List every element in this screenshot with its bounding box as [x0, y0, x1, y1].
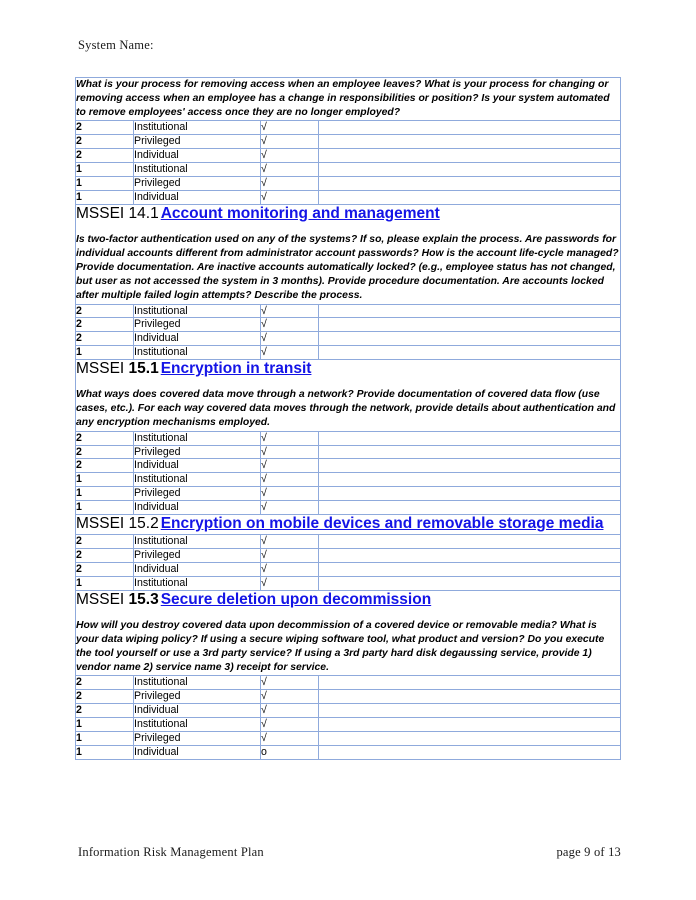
section-heading	[76, 205, 620, 224]
section-prefix: MSSEI	[76, 204, 125, 222]
cell-level: 1	[76, 346, 134, 360]
section-title-link[interactable]: Secure deletion upon decommission	[160, 590, 432, 608]
footer-page-number: page 9 of 13	[556, 845, 621, 859]
table-row	[76, 304, 621, 318]
section-heading	[76, 591, 620, 610]
section-heading-cell	[76, 515, 621, 535]
section-number: 15.1	[128, 360, 159, 378]
cell-account-type: Privileged	[134, 135, 261, 149]
cell-compliance-mark[interactable]: √	[261, 717, 319, 731]
cell-level: 2	[76, 704, 134, 718]
table-row	[76, 121, 621, 135]
cell-level: 1	[76, 745, 134, 759]
cell-account-type: Individual	[134, 562, 261, 576]
system-name-label: System Name:	[78, 38, 154, 52]
cell-level: 2	[76, 676, 134, 690]
cell-notes[interactable]	[319, 149, 621, 163]
cell-level: 2	[76, 535, 134, 549]
cell-compliance-mark[interactable]: √	[261, 562, 319, 576]
cell-level: 1	[76, 717, 134, 731]
cell-level: 2	[76, 431, 134, 445]
table-row	[76, 690, 621, 704]
question-row	[76, 78, 621, 121]
cell-level: 2	[76, 445, 134, 459]
table-row	[76, 562, 621, 576]
cell-account-type: Privileged	[134, 690, 261, 704]
section-heading-row	[76, 360, 621, 431]
cell-level: 1	[76, 191, 134, 205]
cell-level: 2	[76, 121, 134, 135]
cell-compliance-mark[interactable]: √	[261, 690, 319, 704]
cell-compliance-mark[interactable]: √	[261, 731, 319, 745]
table-row	[76, 459, 621, 473]
cell-notes[interactable]	[319, 535, 621, 549]
cell-notes[interactable]	[319, 676, 621, 690]
question-text: Is two-factor authentication used on any of the systems? If so, please explain the process. Are passwords for individual accounts different from administrator account passwords? How is the account life-cycle managed? Provide documentation. Are inactive accounts automatically locked? (e.g., employee status has not changed, but user as not accessed the system in 3 months). Provide procedure documentation. Are accounts locked after multiple failed login attempts? Describe the process.	[76, 233, 619, 302]
cell-account-type: Individual	[134, 191, 261, 205]
cell-account-type: Privileged	[134, 318, 261, 332]
cell-account-type: Individual	[134, 149, 261, 163]
table-row	[76, 318, 621, 332]
section-title-link[interactable]: Encryption on mobile devices and removable storage media	[160, 515, 604, 533]
cell-compliance-mark[interactable]: √	[261, 473, 319, 487]
table-row	[76, 548, 621, 562]
cell-account-type: Institutional	[134, 121, 261, 135]
section-heading-row	[76, 590, 621, 675]
table-row	[76, 191, 621, 205]
cell-account-type: Individual	[134, 704, 261, 718]
cell-level: 1	[76, 576, 134, 590]
section-spacer	[76, 224, 620, 233]
question-text: What is your process for removing access when an employee leaves? What is your process for changing or removing access when an employee has a change in responsibilities or position? Is your system automated to remove employees' access once they are no longer employed?	[76, 79, 610, 119]
cell-compliance-mark[interactable]: √	[261, 135, 319, 149]
cell-notes[interactable]	[319, 191, 621, 205]
cell-level: 2	[76, 332, 134, 346]
cell-level: 1	[76, 501, 134, 515]
cell-notes[interactable]	[319, 548, 621, 562]
section-prefix: MSSEI	[76, 590, 125, 608]
cell-account-type: Individual	[134, 332, 261, 346]
table-row	[76, 431, 621, 445]
cell-account-type: Institutional	[134, 346, 261, 360]
cell-compliance-mark[interactable]: √	[261, 535, 319, 549]
cell-account-type: Institutional	[134, 717, 261, 731]
cell-account-type: Institutional	[134, 535, 261, 549]
cell-level: 2	[76, 562, 134, 576]
cell-account-type: Institutional	[134, 163, 261, 177]
section-title-link[interactable]: Encryption in transit	[160, 360, 312, 378]
section-heading-row	[76, 515, 621, 535]
cell-notes[interactable]	[319, 304, 621, 318]
table-row	[76, 704, 621, 718]
cell-account-type: Institutional	[134, 304, 261, 318]
cell-notes[interactable]	[319, 318, 621, 332]
cell-account-type: Individual	[134, 501, 261, 515]
cell-compliance-mark[interactable]: √	[261, 177, 319, 191]
table-row	[76, 332, 621, 346]
cell-notes[interactable]	[319, 487, 621, 501]
table-row	[76, 445, 621, 459]
cell-notes[interactable]	[319, 717, 621, 731]
cell-notes[interactable]	[319, 473, 621, 487]
table-row	[76, 346, 621, 360]
cell-notes[interactable]	[319, 501, 621, 515]
cell-compliance-mark[interactable]: √	[261, 676, 319, 690]
section-heading-cell	[76, 590, 621, 675]
table-row	[76, 149, 621, 163]
cell-notes[interactable]	[319, 459, 621, 473]
table-row	[76, 501, 621, 515]
cell-account-type: Institutional	[134, 676, 261, 690]
cell-account-type: Individual	[134, 459, 261, 473]
table-row	[76, 473, 621, 487]
section-spacer	[76, 379, 620, 388]
cell-account-type: Individual	[134, 745, 261, 759]
cell-level: 1	[76, 731, 134, 745]
cell-compliance-mark[interactable]: √	[261, 445, 319, 459]
cell-level: 2	[76, 149, 134, 163]
cell-account-type: Institutional	[134, 576, 261, 590]
cell-account-type: Institutional	[134, 431, 261, 445]
cell-notes[interactable]	[319, 163, 621, 177]
cell-notes[interactable]	[319, 332, 621, 346]
table-row	[76, 745, 621, 759]
cell-compliance-mark[interactable]: √	[261, 704, 319, 718]
section-number: 15.2	[128, 515, 159, 533]
table-row	[76, 576, 621, 590]
cell-compliance-mark[interactable]: √	[261, 318, 319, 332]
cell-compliance-mark[interactable]: √	[261, 431, 319, 445]
section-heading-row	[76, 204, 621, 304]
cell-level: 2	[76, 135, 134, 149]
table-row	[76, 177, 621, 191]
cell-level: 2	[76, 304, 134, 318]
table-row	[76, 135, 621, 149]
section-spacer	[76, 610, 620, 619]
section-number: 14.1	[128, 204, 159, 222]
table-row	[76, 676, 621, 690]
cell-level: 2	[76, 548, 134, 562]
section-title-link[interactable]: Account monitoring and management	[160, 204, 440, 222]
cell-notes[interactable]	[319, 745, 621, 759]
cell-compliance-mark[interactable]: √	[261, 459, 319, 473]
question-text: What ways does covered data move through a network? Provide documentation of covered data flow (use cases, etc.). For each way covered data moves through the network, provide details about authentication and any encryption mechanisms employed.	[76, 389, 616, 429]
cell-level: 1	[76, 177, 134, 191]
cell-notes[interactable]	[319, 346, 621, 360]
cell-compliance-mark[interactable]: √	[261, 487, 319, 501]
question-text: How will you destroy covered data upon decommission of a covered device or removable media? What is your data wiping policy? If using a secure wiping software tool, what product and version? Do you execute the tool yourself or use a 3rd party service? If using a 3rd party hard disk degaussing service, provide 1) vendor name 2) service name 3) receipt for service.	[76, 619, 605, 674]
cell-compliance-mark[interactable]: √	[261, 121, 319, 135]
cell-compliance-mark[interactable]: √	[261, 149, 319, 163]
cell-level: 1	[76, 473, 134, 487]
cell-notes[interactable]	[319, 135, 621, 149]
cell-notes[interactable]	[319, 576, 621, 590]
assessment-table	[75, 77, 621, 760]
cell-notes[interactable]	[319, 690, 621, 704]
cell-compliance-mark[interactable]: √	[261, 304, 319, 318]
footer-document-title: Information Risk Management Plan	[78, 845, 264, 859]
cell-compliance-mark[interactable]: √	[261, 501, 319, 515]
cell-account-type: Privileged	[134, 177, 261, 191]
cell-level: 2	[76, 318, 134, 332]
page-footer	[78, 845, 621, 860]
question-cell	[76, 78, 621, 121]
table-row	[76, 717, 621, 731]
cell-account-type: Privileged	[134, 445, 261, 459]
cell-compliance-mark[interactable]: √	[261, 548, 319, 562]
cell-notes[interactable]	[319, 731, 621, 745]
cell-notes[interactable]	[319, 704, 621, 718]
section-heading-cell	[76, 360, 621, 431]
cell-compliance-mark[interactable]: √	[261, 576, 319, 590]
cell-notes[interactable]	[319, 562, 621, 576]
cell-compliance-mark[interactable]: o	[261, 745, 319, 759]
table-row	[76, 487, 621, 501]
section-heading	[76, 515, 620, 534]
cell-account-type: Privileged	[134, 731, 261, 745]
cell-account-type: Institutional	[134, 473, 261, 487]
table-row	[76, 163, 621, 177]
section-heading	[76, 360, 620, 379]
cell-compliance-mark[interactable]: √	[261, 346, 319, 360]
cell-compliance-mark[interactable]: √	[261, 163, 319, 177]
cell-compliance-mark[interactable]: √	[261, 191, 319, 205]
cell-notes[interactable]	[319, 431, 621, 445]
cell-notes[interactable]	[319, 445, 621, 459]
section-heading-cell	[76, 204, 621, 304]
cell-compliance-mark[interactable]: √	[261, 332, 319, 346]
cell-notes[interactable]	[319, 121, 621, 135]
cell-level: 1	[76, 163, 134, 177]
section-prefix: MSSEI	[76, 360, 125, 378]
cell-account-type: Privileged	[134, 548, 261, 562]
cell-account-type: Privileged	[134, 487, 261, 501]
cell-level: 1	[76, 487, 134, 501]
table-row	[76, 731, 621, 745]
cell-level: 2	[76, 690, 134, 704]
cell-notes[interactable]	[319, 177, 621, 191]
section-prefix: MSSEI	[76, 515, 125, 533]
table-row	[76, 535, 621, 549]
cell-level: 2	[76, 459, 134, 473]
section-number: 15.3	[128, 590, 159, 608]
